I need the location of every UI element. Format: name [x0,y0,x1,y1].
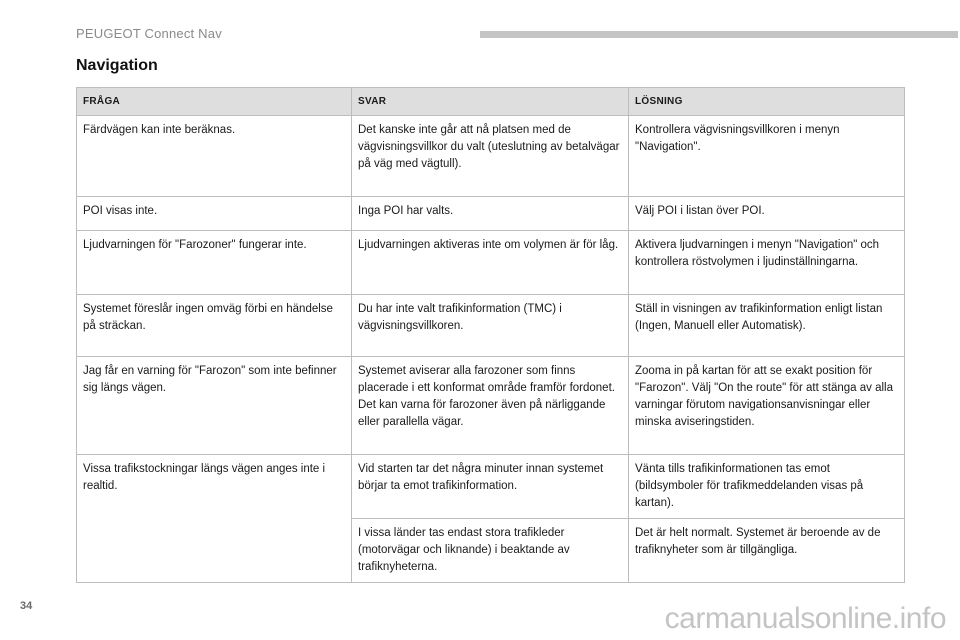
answer-cell: Vid starten tar det några minuter innan systemet börjar ta emot trafikinformation. [352,455,629,519]
watermark-text: carmanualsonline.info [664,602,946,635]
table-row [77,116,905,197]
table-row [77,357,905,455]
table-row [77,295,905,357]
table-row [77,231,905,295]
header-divider-bar [480,31,958,38]
table-row [77,455,905,519]
solution-cell: Ställ in visningen av trafikinformation enligt listan (Ingen, Manuell eller Automatisk). [629,295,905,357]
column-header-question: FRÅGA [77,88,352,116]
solution-cell: Aktivera ljudvarningen i menyn "Navigation" och kontrollera röstvolymen i ljudinställningarna. [629,231,905,295]
answer-cell: Systemet aviserar alla farozoner som finns placerade i ett konformat område framför fordonet. Det kan varna för farozoner även på närliggande eller parallella vägar. [352,357,629,455]
solution-cell: Välj POI i listan över POI. [629,197,905,231]
answer-cell: Du har inte valt trafikinformation (TMC) i vägvisningsvillkoren. [352,295,629,357]
answer-cell: Ljudvarningen aktiveras inte om volymen är för låg. [352,231,629,295]
question-cell: Vissa trafikstockningar längs vägen anges inte i realtid. [77,455,352,583]
question-cell: Ljudvarningen för "Farozoner" fungerar inte. [77,231,352,295]
question-cell: Jag får en varning för "Farozon" som inte befinner sig längs vägen. [77,357,352,455]
answer-cell: Det kanske inte går att nå platsen med de vägvisningsvillkor du valt (uteslutning av betalvägar på väg med vägtull). [352,116,629,197]
column-header-solution: LÖSNING [629,88,905,116]
question-cell: Systemet föreslår ingen omväg förbi en händelse på sträckan. [77,295,352,357]
troubleshooting-table [76,87,905,583]
solution-cell: Kontrollera vägvisningsvillkoren i menyn "Navigation". [629,116,905,197]
table-row [77,197,905,231]
answer-cell: I vissa länder tas endast stora trafikleder (motorvägar och liknande) i beaktande av trafiknyheterna. [352,519,629,583]
running-header-title: PEUGEOT Connect Nav [76,26,222,41]
solution-cell: Vänta tills trafikinformationen tas emot (bildsymboler för trafikmeddelanden visas på kartan). [629,455,905,519]
section-title: Navigation [76,57,158,74]
column-header-answer: SVAR [352,88,629,116]
answer-cell: Inga POI har valts. [352,197,629,231]
question-cell: Färdvägen kan inte beräknas. [77,116,352,197]
solution-cell: Det är helt normalt. Systemet är beroende av de trafiknyheter som är tillgängliga. [629,519,905,583]
question-cell: POI visas inte. [77,197,352,231]
table-header-row [77,88,905,116]
page-number: 34 [20,600,33,612]
solution-cell: Zooma in på kartan för att se exakt position för "Farozon". Välj "On the route" för att stänga av alla varningar förutom navigationsanvisningar eller minska aviseringstiden. [629,357,905,455]
